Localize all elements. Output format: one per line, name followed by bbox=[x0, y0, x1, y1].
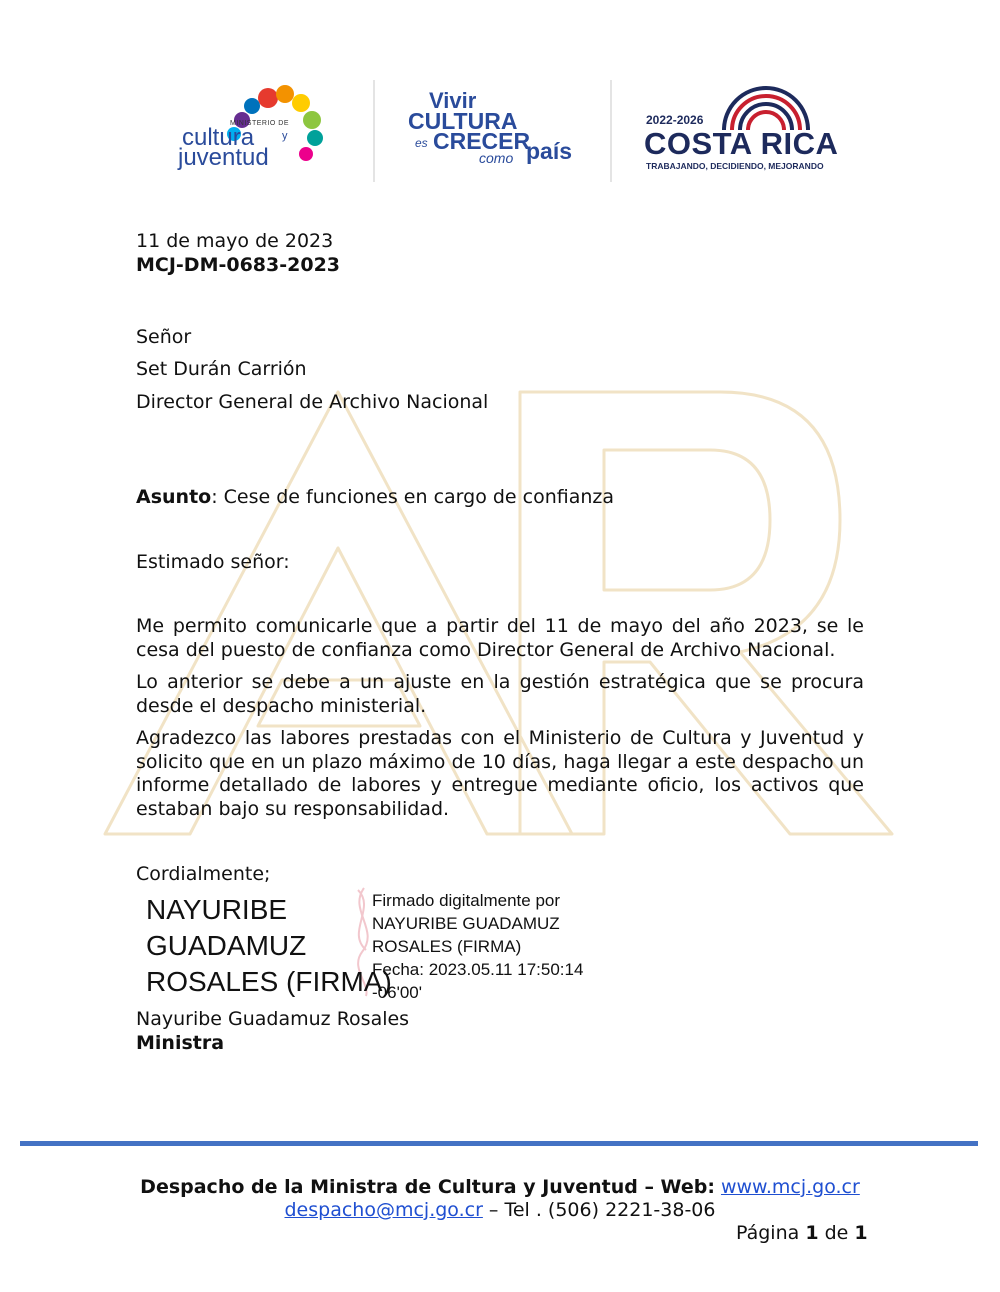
signer-title: Ministra bbox=[136, 1032, 225, 1054]
signature-name-line-2: GUADAMUZ bbox=[146, 930, 307, 961]
page-of: de bbox=[818, 1222, 855, 1244]
recipient-position: Director General de Archivo Nacional bbox=[136, 391, 489, 413]
government-logo-country: COSTA RICA bbox=[644, 126, 839, 161]
footer-rule bbox=[20, 1141, 978, 1146]
slogan-crecer: CRECER bbox=[433, 128, 531, 154]
header-separator-left bbox=[373, 80, 375, 182]
page-total: 1 bbox=[854, 1222, 868, 1244]
footer-line-2 bbox=[0, 1198, 1000, 1222]
recipient-title: Señor bbox=[136, 326, 192, 348]
slogan-es: es bbox=[415, 136, 428, 150]
closing: Cordialmente; bbox=[136, 863, 271, 885]
signer-name: Nayuribe Guadamuz Rosales bbox=[136, 1008, 410, 1030]
footer-phone: – Tel . (506) 2221-38-06 bbox=[482, 1199, 716, 1221]
slogan-pais: país bbox=[526, 138, 573, 164]
signature-meta-line-4: Fecha: 2023.05.11 17:50:14 bbox=[372, 960, 584, 979]
page-prefix: Página bbox=[736, 1222, 806, 1244]
signature-meta-line-2: NAYURIBE GUADAMUZ bbox=[372, 914, 560, 933]
government-logo bbox=[640, 78, 840, 178]
recipient-name: Set Durán Carrión bbox=[136, 358, 307, 380]
signature-name-line-3: ROSALES (FIRMA) bbox=[146, 966, 392, 997]
footer-email-link[interactable]: despacho@mcj.go.cr bbox=[284, 1199, 483, 1221]
ministry-logo-conj: y bbox=[282, 130, 288, 142]
ministry-logo-small-text: MINISTERIO DE bbox=[230, 120, 290, 127]
subject-text: : Cese de funciones en cargo de confianza bbox=[211, 486, 615, 508]
slogan-vivir: Vivir bbox=[429, 88, 477, 113]
letter-date: 11 de mayo de 2023 bbox=[136, 230, 334, 252]
signature-meta-line-3: ROSALES (FIRMA) bbox=[372, 937, 522, 956]
slogan-cultura: CULTURA bbox=[408, 108, 518, 134]
signature-name-line-1: NAYURIBE bbox=[146, 894, 288, 925]
letter-reference: MCJ-DM-0683-2023 bbox=[136, 254, 341, 276]
page-number bbox=[736, 1221, 868, 1245]
ministry-logo-word-cultura: cultura bbox=[182, 124, 255, 151]
signature-meta-line-1: Firmado digitalmente por bbox=[372, 891, 561, 910]
page-current: 1 bbox=[805, 1222, 819, 1244]
footer-web-link[interactable]: www.mcj.go.cr bbox=[720, 1176, 860, 1198]
body-paragraph-2: Lo anterior se debe a un ajuste en la gestión estratégica que se procura desde el despacho ministerial. bbox=[136, 671, 864, 717]
signature-meta-line-5: -06'00' bbox=[372, 983, 422, 1002]
slogan-logo bbox=[405, 88, 585, 178]
ministry-logo bbox=[170, 78, 330, 178]
header bbox=[0, 0, 1000, 200]
government-logo-years: 2022-2026 bbox=[646, 113, 704, 127]
slogan-como: como bbox=[479, 150, 514, 166]
body-paragraph-1: Me permito comunicarle que a partir del 11 de mayo del año 2023, se le cesa del puesto de confianza como Director General de Archivo Nacional. bbox=[136, 615, 864, 661]
subject-label: Asunto bbox=[136, 486, 212, 508]
subject-line bbox=[136, 485, 614, 509]
footer-office: Despacho de la Ministra de Cultura y Juventud – Web: bbox=[140, 1176, 715, 1198]
header-separator-right bbox=[610, 80, 612, 182]
ministry-logo-word-juventud: juventud bbox=[178, 144, 269, 171]
body-paragraph-3: Agradezco las labores prestadas con el Ministerio de Cultura y Juventud y solicito que en un plazo máximo de 10 días, haga llegar a este despacho un informe detallado de labores y entregue mediante oficio, los activos que estaban bajo su responsabilidad. bbox=[136, 727, 864, 820]
government-logo-motto: TRABAJANDO, DECIDIENDO, MEJORANDO bbox=[646, 161, 824, 171]
footer-line-1 bbox=[0, 1175, 1000, 1199]
greeting: Estimado señor: bbox=[136, 551, 290, 573]
